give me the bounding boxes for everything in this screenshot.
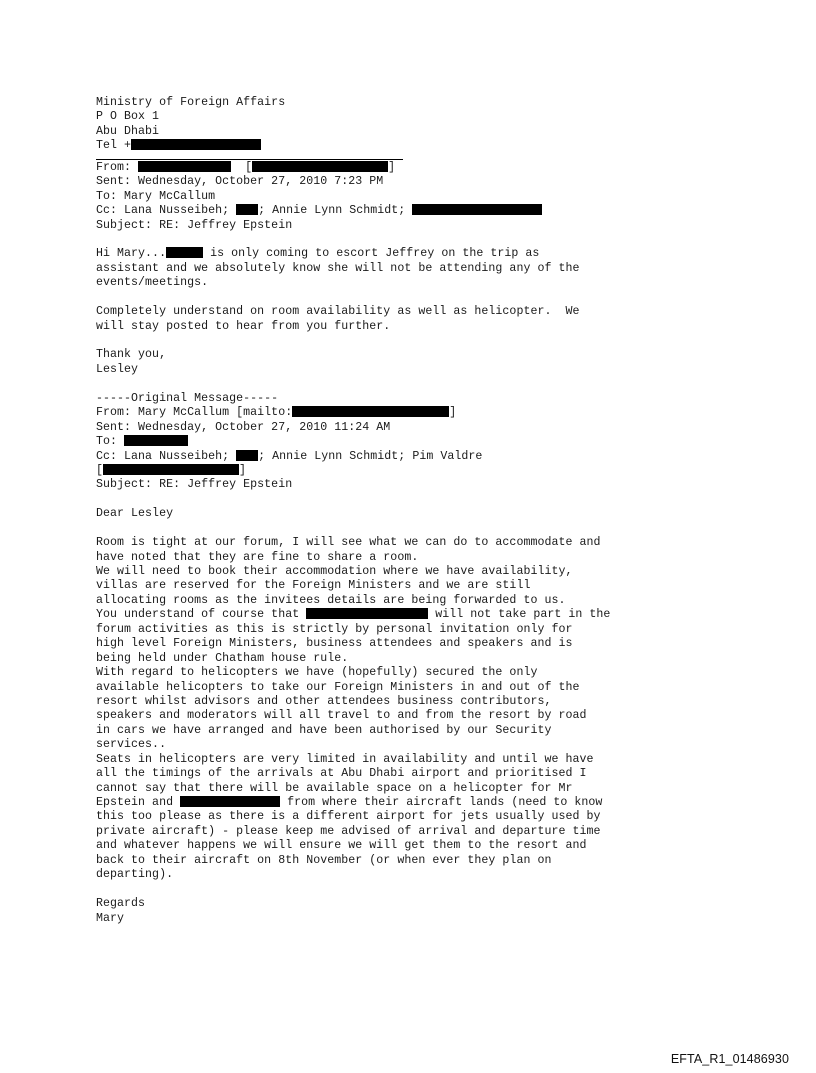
email2-signature: Mary xyxy=(96,911,125,925)
email2-body-line: Epstein and from where their aircraft lands (need to know xyxy=(96,796,603,809)
email2-body-line: allocating rooms as the invitees details are being forwarded to us. xyxy=(96,593,566,607)
email2-body-line: departing). xyxy=(96,868,174,882)
email1-signature: Lesley xyxy=(96,362,139,376)
redaction-box xyxy=(252,161,388,172)
email2-body-line: Seats in helicopters are very limited in availability and until we have xyxy=(96,752,594,766)
email2-greeting: Dear Lesley xyxy=(96,507,174,521)
email2-body-line: services.. xyxy=(96,738,167,752)
document-id: EFTA_R1_01486930 xyxy=(670,1052,789,1066)
email2-body-line: You understand of course that will not take part in the xyxy=(96,608,611,622)
email1-sent: Sent: Wednesday, October 27, 2010 7:23 PM xyxy=(96,175,384,189)
email2-body-line: back to their aircraft on 8th November (or when ever they plan on xyxy=(96,853,552,867)
email1-subject: Subject: RE: Jeffrey Epstein xyxy=(96,218,293,232)
redaction-box xyxy=(180,796,280,807)
email2-body-line: private aircraft) - please keep me advised of arrival and departure time xyxy=(96,824,601,838)
email2-sent: Sent: Wednesday, October 27, 2010 11:24 AM xyxy=(96,420,391,434)
email1-to: To: Mary McCallum xyxy=(96,189,216,203)
email2-body-line: speakers and moderators will all travel to and from the resort by road xyxy=(96,709,587,723)
redaction-box xyxy=(306,608,428,619)
email2-body-line: resort whilst advisors and other attendees business contributors, xyxy=(96,694,552,708)
document-body xyxy=(96,96,696,926)
email1-body-line: will stay posted to hear from you further. xyxy=(96,319,391,333)
org-name: Ministry of Foreign Affairs xyxy=(96,96,286,109)
email2-to: To: xyxy=(96,435,696,449)
email2-body-line: We will need to book their accommodation where we have availability, xyxy=(96,565,573,578)
email1-body-line: Completely understand on room availability as well as helicopter. We xyxy=(96,305,580,319)
email2-from: From: Mary McCallum [mailto: ] xyxy=(96,406,457,420)
email2-body-line: With regard to helicopters we have (hopefully) secured the only xyxy=(96,666,538,680)
redaction-box xyxy=(236,204,258,215)
email1-body-line: assistant and we absolutely know she will not be attending any of the xyxy=(96,261,580,275)
email2-body-line: and whatever happens we will ensure we will get them to the resort and xyxy=(96,839,587,853)
email2-body-line: Room is tight at our forum, I will see what we can do to accommodate and xyxy=(96,536,601,550)
email2-subject: Subject: RE: Jeffrey Epstein xyxy=(96,478,293,492)
email2-body-line: available helicopters to take our Foreign Ministers in and out of the xyxy=(96,680,580,694)
email2-body-line: high level Foreign Ministers, business attendees and speakers and is xyxy=(96,637,573,651)
city: Abu Dhabi xyxy=(96,124,160,138)
email2-body-line: have noted that they are fine to share a room. xyxy=(96,550,419,564)
redaction-box xyxy=(103,464,239,475)
redaction-box xyxy=(412,204,542,215)
original-message-marker: -----Original Message----- xyxy=(96,391,279,405)
email2-body-line: being held under Chatham house rule. xyxy=(96,651,349,665)
redaction-box xyxy=(138,161,231,172)
email2-body-line: all the timings of the arrivals at Abu Dhabi airport and prioritised I xyxy=(96,767,587,781)
redaction-box xyxy=(166,247,203,258)
email1-body-line: Hi Mary... is only coming to escort Jeffrey on the trip as xyxy=(96,247,540,261)
tel-line: Tel + xyxy=(96,139,696,153)
email2-cc-continued: [ ] xyxy=(96,463,247,477)
email2-body-line: in cars we have arranged and have been authorised by our Security xyxy=(96,723,552,737)
email2-body-line: cannot say that there will be available space on a helicopter for Mr xyxy=(96,781,573,795)
email1-from: From: [ ] xyxy=(96,160,396,174)
email1-closing: Thank you, xyxy=(96,348,167,362)
email1-body-line: events/meetings. xyxy=(96,276,209,290)
separator-rule xyxy=(96,159,403,160)
redaction-box xyxy=(236,450,258,461)
email2-body-line: this too please as there is a different airport for jets usually used by xyxy=(96,810,601,824)
email2-body-line: villas are reserved for the Foreign Ministers and we are still xyxy=(96,579,531,593)
po-box: P O Box 1 xyxy=(96,110,160,124)
redaction-box xyxy=(292,406,449,417)
redaction-box xyxy=(131,139,261,150)
redaction-box xyxy=(124,435,188,446)
email2-cc: Cc: Lana Nusseibeh; ; Annie Lynn Schmidt; Pim Valdre xyxy=(96,449,483,463)
email2-closing: Regards xyxy=(96,897,146,911)
email1-cc: Cc: Lana Nusseibeh; ; Annie Lynn Schmidt; xyxy=(96,204,696,218)
email2-body-line: forum activities as this is strictly by personal invitation only for xyxy=(96,622,573,636)
